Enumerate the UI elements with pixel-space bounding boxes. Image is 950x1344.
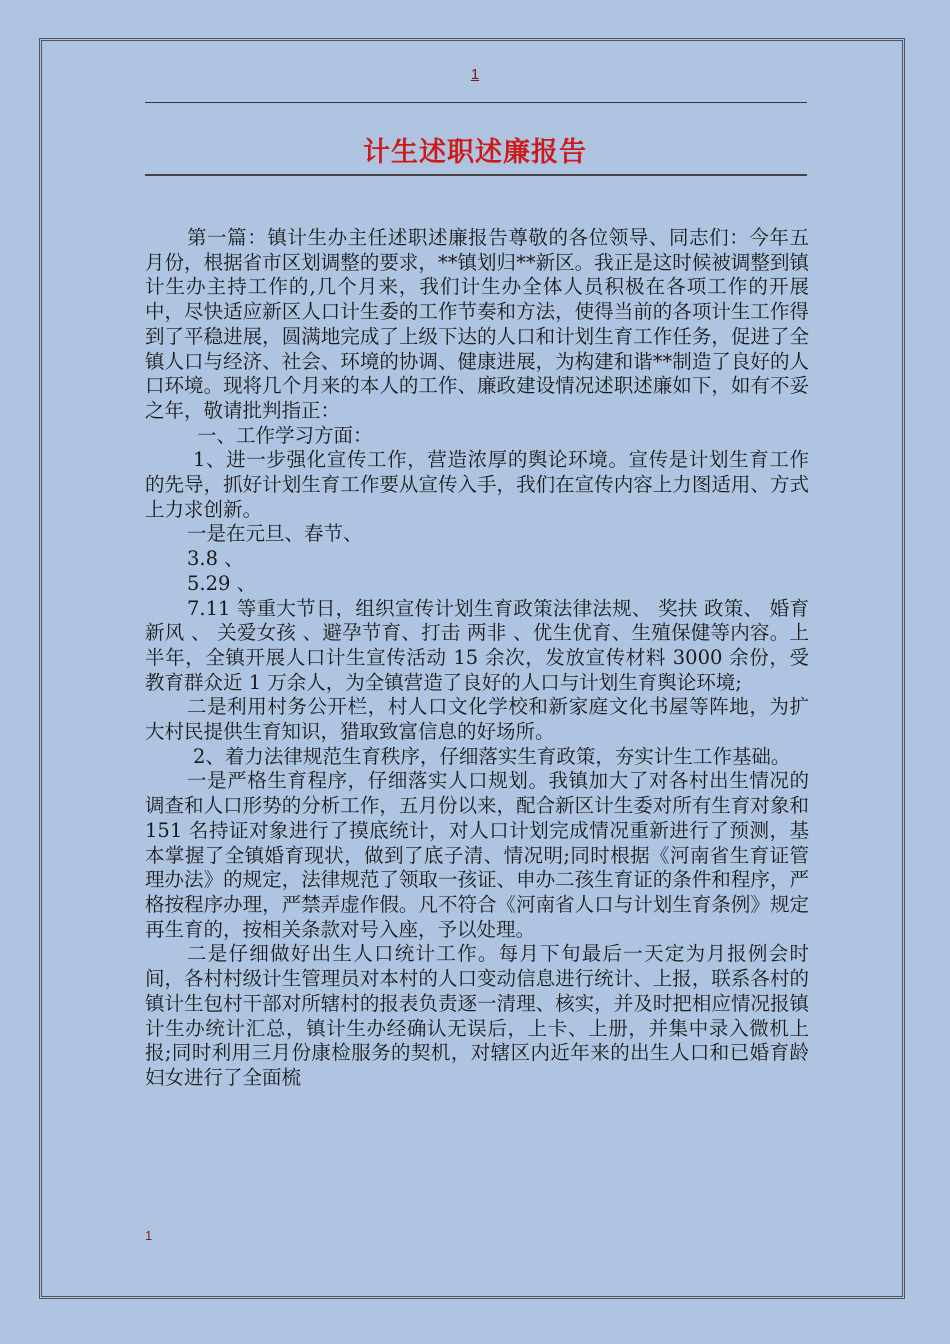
header-page-number: 1 — [470, 66, 480, 83]
paragraph-date-5-29: 5.29 、 — [187, 571, 257, 595]
section-heading-work-study: 一、工作学习方面： — [197, 423, 373, 447]
paragraph-intro: 第一篇：镇计生办主任述职述廉报告尊敬的各位领导、同志们：今年五月份，根据省市区划调整的要求，**镇划归**新区。我正是这时候被调整到镇计生办主持工作的,几个月来，我们计生办全体人员积极在各项工作的开展中，尽快适应新区人口计生委的工作节奏和方法，使得当前的各项计生工作得到了平稳进展，圆满地完成了上级下达的人口和计划生育工作任务，促进了全镇人口与经济、社会、环境的协调、健康进展，为构建和谐**制造了良好的人口环境。现将几个月来的本人的工作、廉政建设情况述职述廉如下，如有不妥之年，敬请批判指正： — [145, 226, 809, 422]
footer-page-number: 1 — [145, 1228, 153, 1243]
paragraph-date-3-8: 3.8 、 — [187, 547, 244, 571]
paragraph-strict-procedure: 一是严格生育程序，仔细落实人口规划。我镇加大了对各村出生情况的调查和人口形势的分析工作，五月份以来，配合新区计生委对所有生育对象和 151 名持证对象进行了摸底统计，对人口计划完成情况重新进行了预测，基本掌握了全镇婚育现状，做到了底子清、情况明;同时根据《河南省生育证管理办法》的规定，法律规范了领取一孩证、申办二孩生育证的条件和程序，严格按程序办理，严禁弄虚作假。凡不符合《河南省人口与计划生育条例》规定再生育的，按相关条款对号入座，予以处理。 — [145, 769, 809, 941]
title-rule — [145, 174, 807, 176]
paragraph-holidays-lead: 一是在元旦、春节、 — [187, 522, 363, 546]
paragraph-item-1: 1、进一步强化宣传工作，营造浓厚的舆论环境。宣传是计划生育工作的先导，抓好计划生育工作要从宣传入手，我们在宣传内容上力图适用、方式上力求创新。 — [145, 448, 809, 521]
paragraph-birth-statistics: 二是仔细做好出生人口统计工作。每月下旬最后一天定为月报例会时间，各村村级计生管理员对本村的人口变动信息进行统计、上报，联系各村的镇计生包村干部对所辖村的报表负责逐一清理、核实，并及时把相应情况报镇计生办统计汇总，镇计生办经确认无误后，上卡、上册，并集中录入微机上报;同时利用三月份康检服务的契机，对辖区内近年来的出生人口和已婚育龄妇女进行了全面梳 — [145, 942, 809, 1089]
document-title: 计生述职述廉报告 — [363, 137, 587, 168]
paragraph-point-two: 二是利用村务公开栏，村人口文化学校和新家庭文化书屋等阵地，为扩大村民提供生育知识，猎取致富信息的好场所。 — [145, 695, 809, 744]
document-body — [145, 226, 809, 1091]
paragraph-date-7-11: 7.11 等重大节日，组织宣传计划生育政策法律法规、 奖扶 政策、 婚育新风 、 关爱女孩 、避孕节育、打击 两非 、优生优育、生殖保健等内容。上半年，全镇开展人口计生宣传活动 15 余次，发放宣传材料 3000 余份，受教育群众近 1 万余人，为全镇营造了良好的人口与计划生育舆论环境; — [145, 596, 809, 694]
paragraph-item-2: 2、着力法律规范生育秩序，仔细落实生育政策，夯实计生工作基础。 — [193, 744, 791, 768]
header-rule — [145, 102, 807, 103]
